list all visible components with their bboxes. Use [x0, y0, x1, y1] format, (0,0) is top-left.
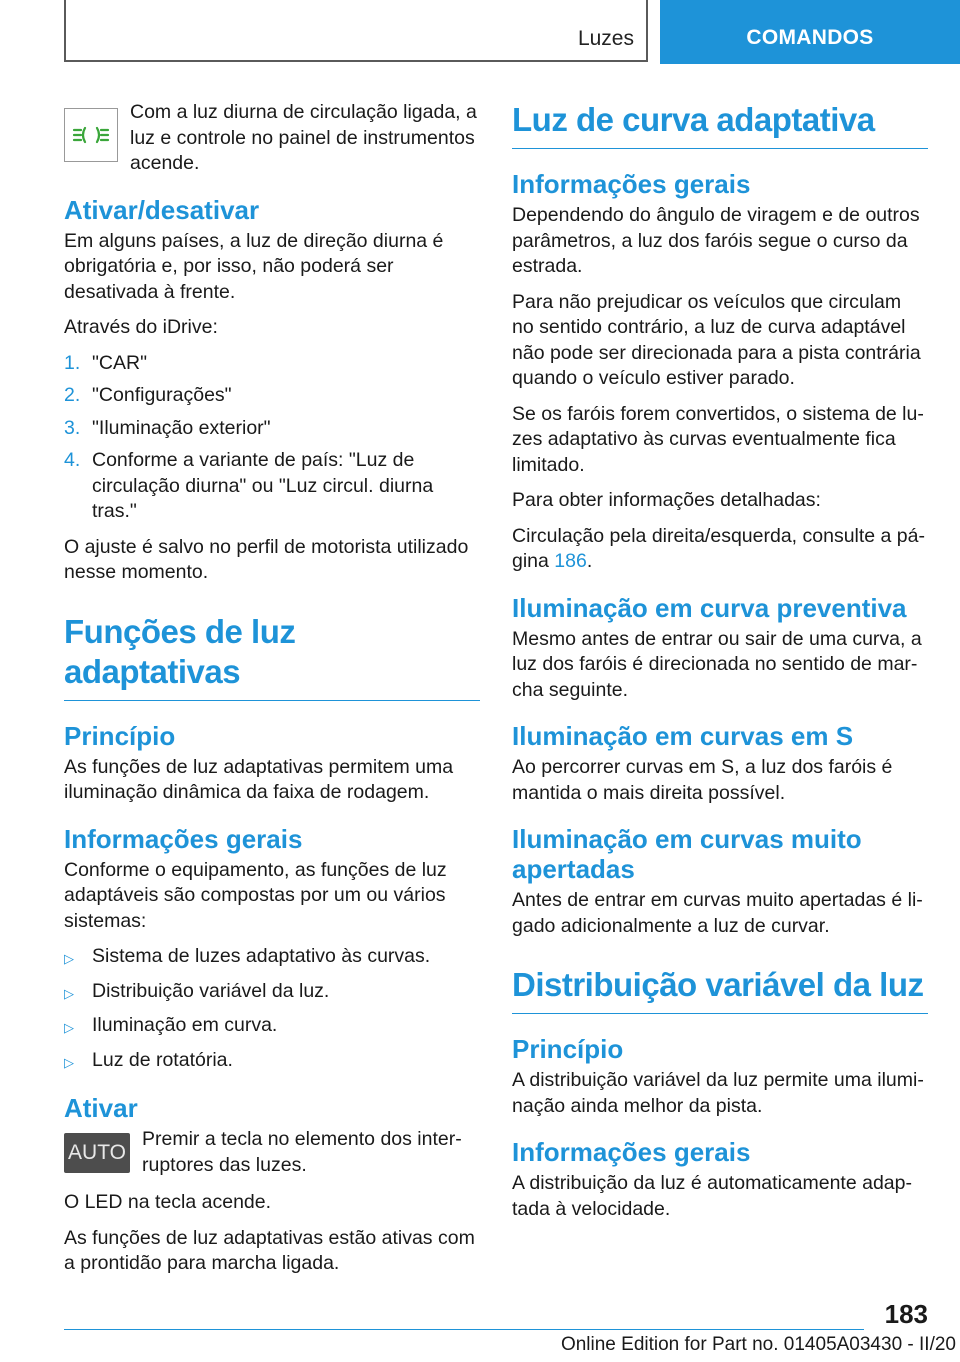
auto-button-icon: AUTO — [64, 1133, 130, 1173]
page-number: 183 — [884, 1299, 928, 1329]
paragraph: Em alguns países, a luz de direção diurna é obrigatória e, por isso, não poderá ser desativada à frente. — [64, 229, 444, 303]
heading-preventive-curve-light: Iluminação em curva preventiva — [512, 592, 907, 623]
paragraph: A distribuição da luz é automaticamente adaptada à velocidade. — [512, 1172, 912, 1220]
paragraph: Dependendo do ângulo de viragem e de outros parâmetros, a luz dos faróis segue o curso da estrada. — [512, 204, 920, 277]
step-number: 4. — [64, 449, 81, 471]
paragraph: As funções de luz adaptativas permitem uma iluminação dinâmica da faixa de rodagem. — [64, 755, 454, 803]
list-item — [64, 383, 480, 409]
heading-general-info: Informações gerais — [512, 169, 751, 199]
header-section-title: Luzes — [577, 27, 634, 50]
list-item — [64, 448, 480, 525]
adaptive-systems-list — [64, 944, 480, 1075]
list-item — [64, 351, 480, 377]
header-box — [64, 0, 648, 62]
paragraph: O ajuste é salvo no perfil de motorista utilizado nesse momento. — [64, 535, 469, 583]
step-text: "Iluminação exterior" — [92, 416, 271, 439]
heading-principle: Princípio — [64, 720, 176, 751]
left-column — [64, 100, 480, 1287]
bullet-text: Sistema de luzes adaptativo às curvas. — [92, 945, 431, 967]
list-item — [64, 1013, 480, 1041]
list-item — [64, 944, 480, 972]
text: . — [586, 550, 593, 572]
paragraph-with-page-link — [512, 524, 928, 575]
drl-description: Com a luz diurna de circulação ligada, a luz e controle no painel de instrumentos acende. — [130, 101, 477, 174]
text: Circulação pela direita/esquerda, consulte a página — [512, 524, 926, 572]
list-item — [64, 1048, 480, 1076]
paragraph: Antes de entrar em curvas muito apertadas é ligado adicionalmente a luz de curvar. — [512, 889, 923, 937]
heading-general-info: Informações gerais — [64, 823, 303, 854]
step-number: 2. — [64, 384, 81, 406]
triangle-bullet-icon: ▷ — [64, 985, 74, 1001]
drl-indicator-row — [64, 100, 480, 177]
auto-button-description: Premir a tecla no elemento dos interruptores das luzes. — [142, 1128, 462, 1176]
auto-button-row — [64, 1127, 480, 1178]
page-reference-link[interactable]: 186 — [554, 550, 587, 572]
paragraph: Mesmo antes de entrar ou sair de uma curva, a luz dos faróis é direcionada no sentido de marcha seguinte. — [512, 627, 922, 701]
right-column — [512, 100, 928, 1232]
idrive-steps-list — [64, 351, 480, 525]
step-text: Conforme a variante de país: "Luz de circulação diurna" ou "Luz circul. diurna tras." — [92, 449, 434, 522]
step-text: "Configurações" — [92, 384, 232, 406]
bullet-text: Luz de rotatória. — [92, 1048, 233, 1071]
paragraph: Para não prejudicar os veículos que circulam no sentido contrário, a luz de curva adaptável não pode ser direcionada para a pista contrária quando o veículo estiver parado. — [512, 290, 921, 389]
heading-s-curve-light: Iluminação em curvas em S — [512, 721, 854, 751]
header-chapter-tab: COMANDOS — [660, 0, 960, 64]
triangle-bullet-icon: ▷ — [64, 951, 74, 966]
heading-activate: Ativar — [64, 1093, 138, 1123]
heading-principle: Princípio — [512, 1034, 624, 1064]
footer-divider — [64, 1329, 864, 1330]
paragraph: Ao percorrer curvas em S, a luz dos faróis é mantida o mais direita possível. — [512, 756, 893, 804]
heading-activate-deactivate: Ativar/desativar — [64, 194, 260, 225]
paragraph: Para obter informações detalhadas: — [512, 489, 821, 511]
paragraph: O LED na tecla acende. — [64, 1191, 272, 1213]
paragraph: A distribuição variável da luz permite uma iluminação ainda melhor da pista. — [512, 1069, 924, 1117]
triangle-bullet-icon: ▷ — [64, 1020, 74, 1035]
daytime-running-light-icon — [64, 108, 118, 162]
bullet-text: Iluminação em curva. — [92, 1014, 278, 1036]
section-title-variable-distribution: Distribuição variável da luz — [512, 965, 928, 1014]
list-item — [64, 416, 480, 442]
footer-edition-text: Online Edition for Part no. 01405A03430 - II/20 — [560, 1334, 956, 1355]
heading-tight-curve-light: Iluminação em curvas muito apertadas — [512, 824, 862, 884]
step-text: "CAR" — [92, 351, 148, 374]
heading-general-info: Informações gerais — [512, 1137, 751, 1167]
section-title-adaptive-functions: Funções de luz adaptativas — [64, 612, 480, 701]
paragraph: As funções de luz adaptativas estão ativas com a prontidão para marcha ligada. — [64, 1226, 475, 1274]
step-number: 1. — [64, 351, 81, 374]
triangle-bullet-icon: ▷ — [64, 1054, 74, 1070]
list-item — [64, 979, 480, 1007]
step-number: 3. — [64, 416, 81, 439]
bullet-text: Distribuição variável da luz. — [92, 979, 330, 1002]
paragraph: Se os faróis forem convertidos, o sistema de luzes adaptativo às curvas eventualmente fica limitado. — [512, 402, 924, 476]
paragraph: Através do iDrive: — [64, 316, 218, 338]
section-title-adaptive-curve-light: Luz de curva adaptativa — [512, 100, 928, 149]
paragraph: Conforme o equipamento, as funções de luz adaptáveis são compostas por um ou vários sistemas: — [64, 858, 447, 932]
